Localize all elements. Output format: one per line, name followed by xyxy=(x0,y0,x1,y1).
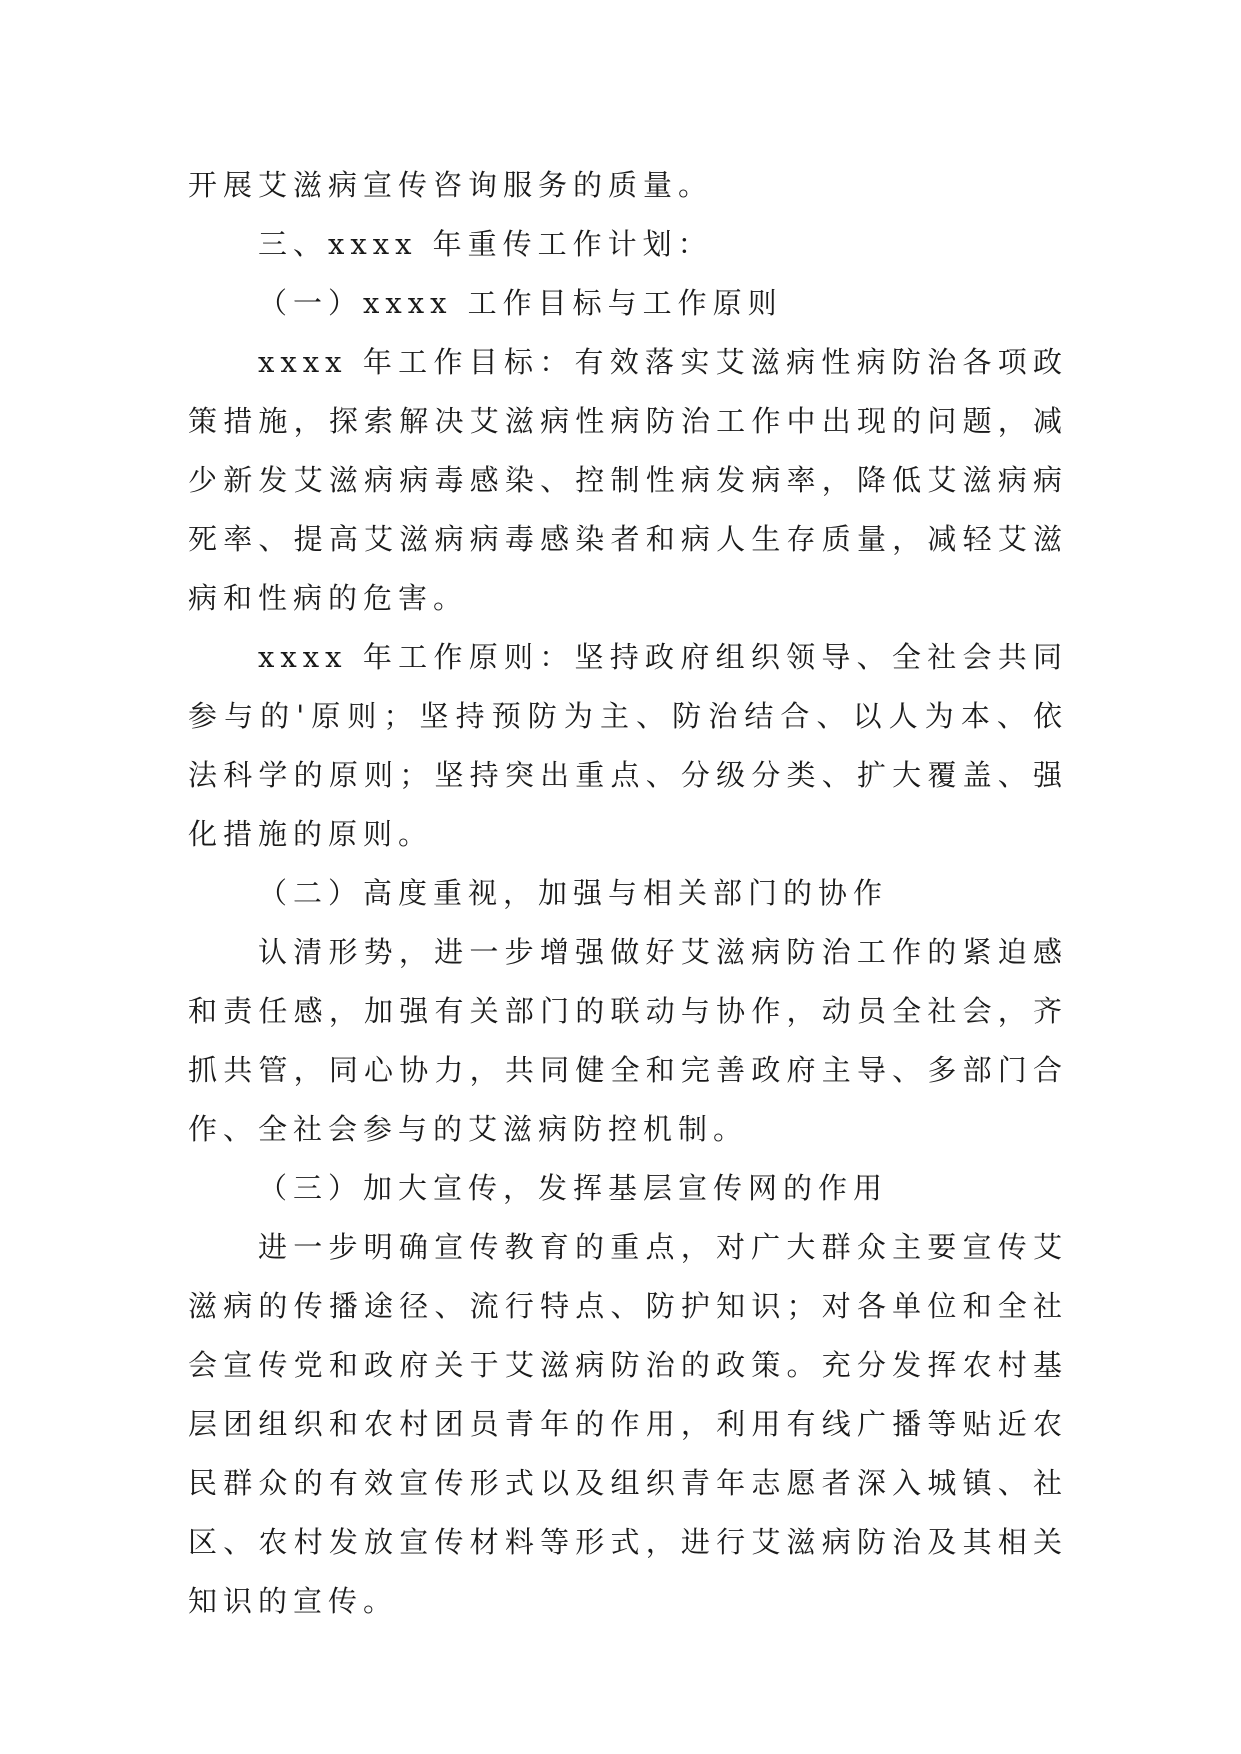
paragraph-publicity: 进一步明确宣传教育的重点，对广大群众主要宣传艾滋病的传播途径、流行特点、防护知识；对各单位和全社会宣传党和政府关于艾滋病防治的政策。充分发挥农村基层团组织和农村团员青年的作用，利用有线广播等贴近农民群众的有效宣传形式以及组织青年志愿者深入城镇、社区、农村发放宣传材料等形式，进行艾滋病防治及其相关知识的宣传。 xyxy=(188,1230,1068,1618)
paragraph-work-goals: xxxx 年工作目标：有效落实艾滋病性病防治各项政策措施，探索解决艾滋病性病防治工作中出现的问题，减少新发艾滋病病毒感染、控制性病发病率，降低艾滋病病死率、提高艾滋病病毒感染者和病人生存质量，减轻艾滋病和性病的危害。 xyxy=(188,345,1068,615)
subheading-cooperation: （二）高度重视，加强与相关部门的协作 xyxy=(258,876,889,910)
paragraph-continuation: 开展艾滋病宣传咨询服务的质量。 xyxy=(188,168,714,202)
paragraph-work-principles: xxxx 年工作原则：坚持政府组织领导、全社会共同参与的'原则；坚持预防为主、防治结合、以人为本、依法科学的原则；坚持突出重点、分级分类、扩大覆盖、强化措施的原则。 xyxy=(188,640,1068,851)
subheading-publicity: （三）加大宣传，发挥基层宣传网的作用 xyxy=(258,1171,889,1205)
subheading-goals-principles: （一）xxxx 工作目标与工作原则 xyxy=(258,286,783,320)
document-body xyxy=(188,156,1068,1631)
paragraph-cooperation: 认清形势，进一步增强做好艾滋病防治工作的紧迫感和责任感，加强有关部门的联动与协作，动员全社会，齐抓共管，同心协力，共同健全和完善政府主导、多部门合作、全社会参与的艾滋病防控机制。 xyxy=(188,935,1068,1146)
section-heading-plan: 三、xxxx 年重传工作计划： xyxy=(258,227,713,261)
